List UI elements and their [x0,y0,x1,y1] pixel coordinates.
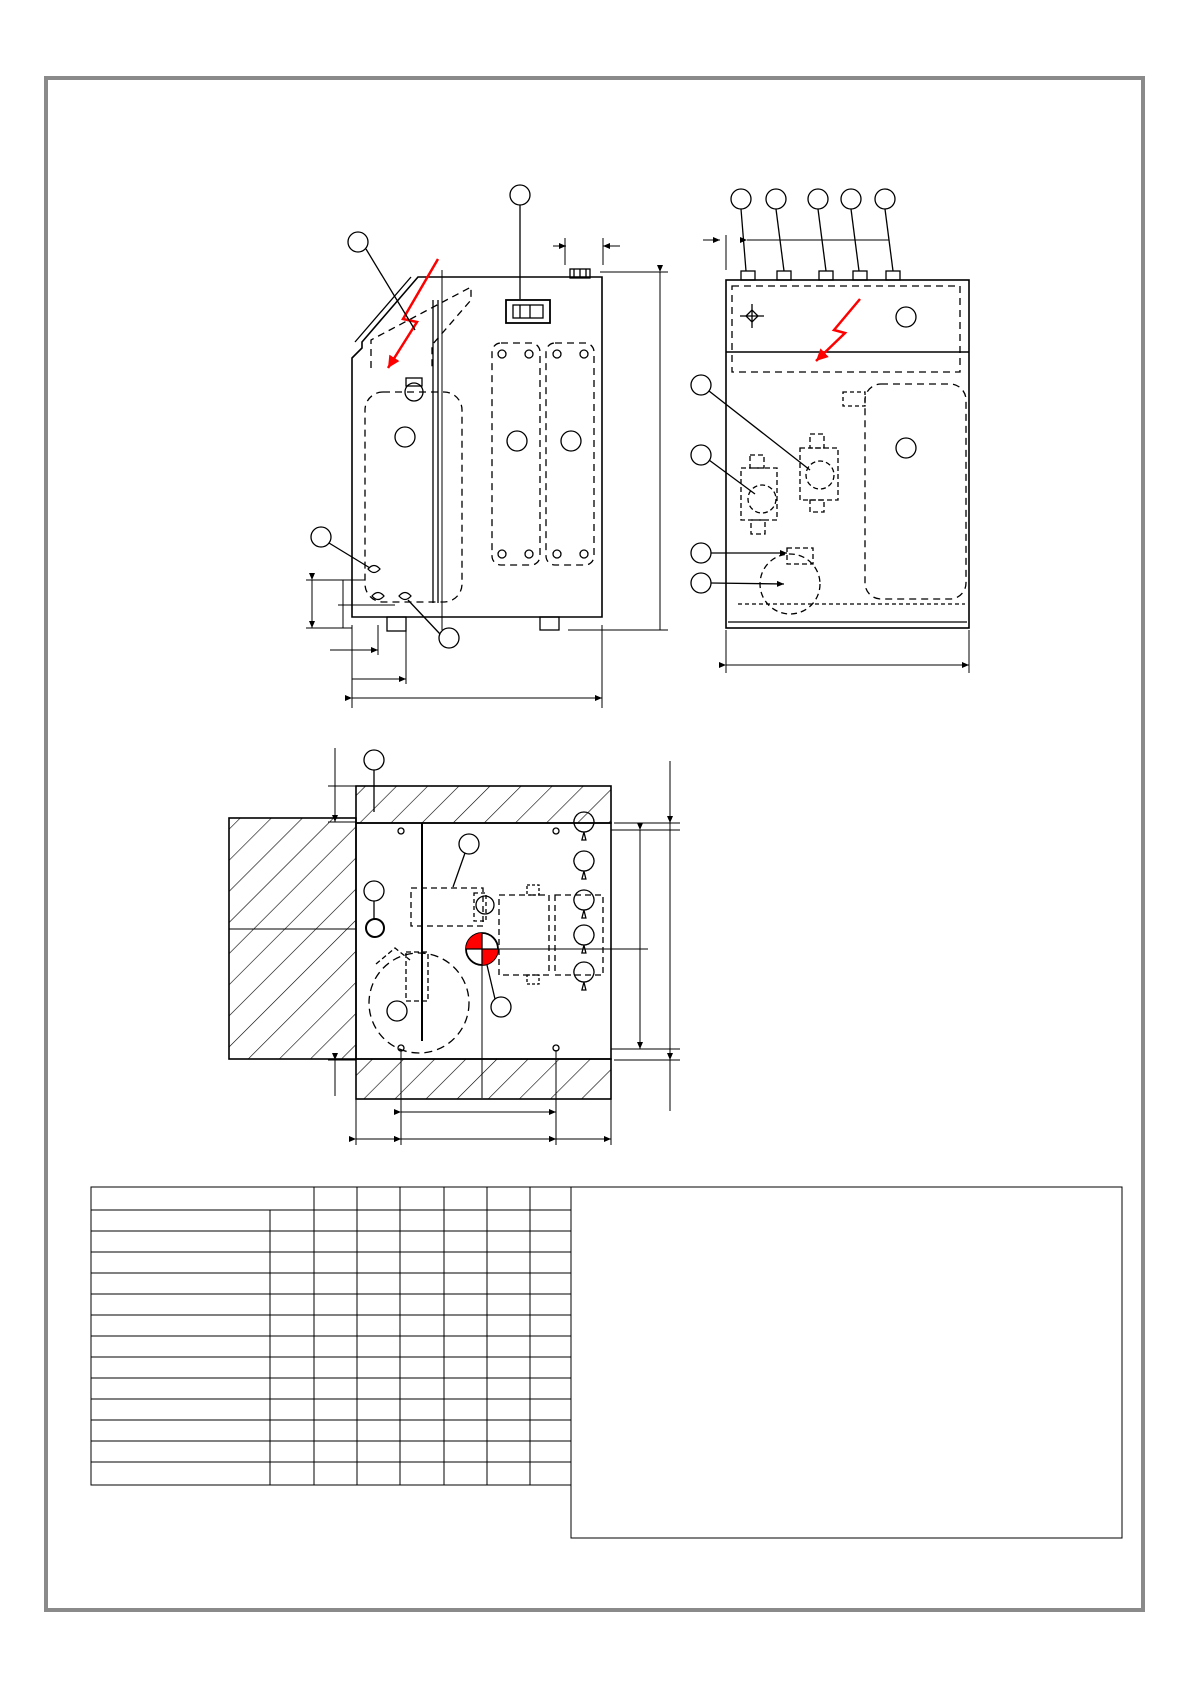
table-cell [400,1294,444,1315]
callout-bubble [691,445,711,465]
table-cell [487,1462,530,1485]
table-cell [444,1399,487,1420]
callout-bubble [691,375,711,395]
exchanger-left-dashed [492,343,540,565]
table-cell [400,1462,444,1485]
table-cell [357,1378,400,1399]
table-cell [487,1315,530,1336]
callout-bubble [311,527,331,547]
callout-bubble [875,189,895,209]
table-cell [91,1273,270,1294]
table-cell [357,1399,400,1420]
table-cell [444,1315,487,1336]
table-cell [530,1399,571,1420]
table-cell [400,1210,444,1231]
table-cell [357,1462,400,1485]
table-cell [270,1357,314,1378]
table-cell [530,1462,571,1485]
table-cell [400,1273,444,1294]
table-cell [400,1336,444,1357]
notes-panel [571,1187,1122,1538]
table-cell [314,1462,357,1485]
table-cell [530,1294,571,1315]
pump-right [800,434,838,512]
table-cell [357,1420,400,1441]
table-cell [444,1273,487,1294]
table-cell [400,1399,444,1420]
table-cell [444,1441,487,1462]
wall-bottom [356,1059,611,1099]
side-view [306,185,668,708]
wall-left [229,818,356,1059]
table-cell [357,1315,400,1336]
callout-bubble [691,573,711,593]
top-connectors [741,271,900,280]
table-cell [487,1378,530,1399]
callout-bubble [510,185,530,205]
table-cell [270,1231,314,1252]
table-cell [91,1357,270,1378]
table-cell [487,1420,530,1441]
table-cell [400,1231,444,1252]
pipe-connection [366,919,384,937]
table-cell [91,1315,270,1336]
table-cell [487,1336,530,1357]
table-cell [357,1273,400,1294]
table-cell [314,1273,357,1294]
table-cell [357,1210,400,1231]
callout-bubble [731,189,751,209]
table-cell [314,1357,357,1378]
table-cell [530,1252,571,1273]
table-cell [400,1315,444,1336]
callout-bubble [841,189,861,209]
table-cell [530,1231,571,1252]
table-cell [487,1441,530,1462]
table-cell [270,1462,314,1485]
callout-bubble [459,834,479,854]
table-cell [270,1420,314,1441]
front-view-dimensions [703,235,969,673]
table-cell [487,1231,530,1252]
callout-bubble [691,543,711,563]
table-cell [270,1252,314,1273]
data-table [91,1187,571,1485]
tank-dashed-front [865,384,966,599]
table-cell [314,1187,357,1210]
table-cell [444,1231,487,1252]
table-cell [400,1441,444,1462]
plan-view [229,748,680,1145]
table-cell [444,1336,487,1357]
table-cell [487,1357,530,1378]
table-cell [530,1336,571,1357]
table-cell [487,1252,530,1273]
front-view-body [726,280,969,628]
side-view-body [352,277,602,617]
table-cell [400,1378,444,1399]
table-cell [487,1294,530,1315]
table-cell [270,1294,314,1315]
callout-bubble [364,881,384,901]
table-cell [91,1252,270,1273]
table-cell [400,1420,444,1441]
table-cell [487,1273,530,1294]
table-cell [270,1336,314,1357]
table-cell [314,1420,357,1441]
table-cell [270,1273,314,1294]
table-cell [91,1462,270,1485]
wall-top [356,786,611,823]
table-cell [444,1252,487,1273]
table-cell [357,1357,400,1378]
table-cell [314,1399,357,1420]
table-cell [91,1378,270,1399]
table-cell [530,1210,571,1231]
table-cell [91,1294,270,1315]
tank-dashed [365,392,462,602]
table-cell [444,1294,487,1315]
table-cell [270,1399,314,1420]
callout-bubble [491,997,511,1017]
table-cell [314,1252,357,1273]
table-cell [91,1231,270,1252]
table-cell [357,1252,400,1273]
table-cell [91,1399,270,1420]
table-cell [487,1399,530,1420]
table-cell [444,1357,487,1378]
table-cell [444,1210,487,1231]
table-cell [530,1315,571,1336]
table-cell [91,1336,270,1357]
table-cell [314,1378,357,1399]
table-cell [314,1210,357,1231]
table-cell [444,1378,487,1399]
table-cell [357,1294,400,1315]
callout-bubble [364,750,384,770]
table-cell [314,1336,357,1357]
callout-bubble [766,189,786,209]
table-cell [444,1462,487,1485]
table-cell [530,1420,571,1441]
table-cell [314,1231,357,1252]
table-cell [314,1441,357,1462]
keyhole-slots [574,812,594,990]
table-cell [270,1378,314,1399]
table-cell [530,1357,571,1378]
table-cell [400,1357,444,1378]
callout-bubble [439,628,459,648]
table-cell [530,1441,571,1462]
front-view [691,189,969,673]
table-cell [91,1420,270,1441]
exchanger-right-dashed [546,343,594,565]
table-cell [400,1187,444,1210]
callout-bubble [808,189,828,209]
table-cell [270,1210,314,1231]
table-cell [314,1315,357,1336]
table-cell [91,1210,270,1231]
table-cell [91,1441,270,1462]
flow-arrow-red [388,259,438,368]
table-cell [400,1252,444,1273]
pump-left [741,455,777,534]
table-cell [444,1187,487,1210]
table-cell [530,1273,571,1294]
table-cell [357,1187,400,1210]
callout-bubble [348,232,368,252]
table-cell [487,1187,530,1210]
table-cell [530,1187,571,1210]
table-cell [91,1187,314,1210]
table-cell [444,1420,487,1441]
center-of-gravity-symbol [466,933,498,965]
sheet-frame [46,78,1143,1610]
table-cell [487,1210,530,1231]
table-cell [357,1231,400,1252]
table-cell [314,1294,357,1315]
table-cell [270,1315,314,1336]
table-cell [270,1441,314,1462]
side-view-dimensions [306,238,668,708]
table-cell [357,1441,400,1462]
table-cell [530,1378,571,1399]
table-cell [357,1336,400,1357]
